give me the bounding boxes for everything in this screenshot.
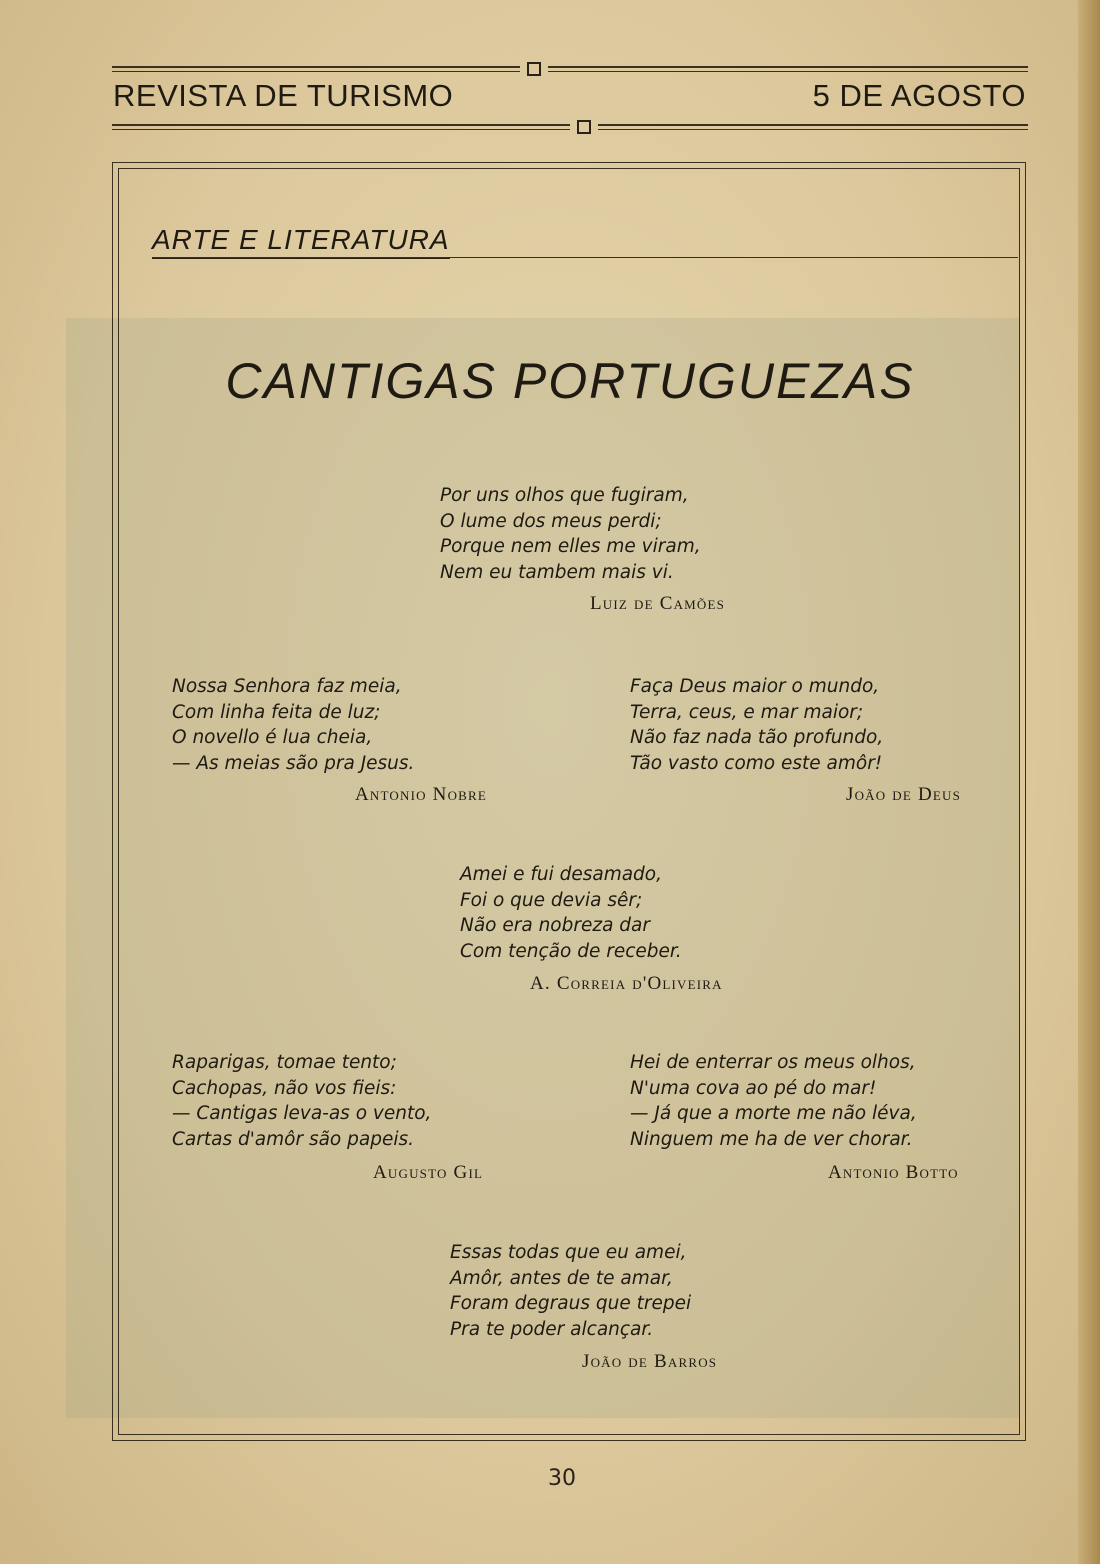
header-rule-top-left [112,66,520,72]
poem-author: A. Correia d'Oliveira [530,973,723,994]
poem-author: João de Barros [582,1351,718,1372]
poem-line: — As meias são pra Jesus. [172,752,415,774]
poem-line: — Já que a morte me não léva, [630,1103,917,1124]
poem-line: N'uma cova ao pé do mar! [630,1077,877,1099]
poem-line: Nossa Senhora faz meia, [172,676,402,697]
poem-line: Essas todas que eu amei, [450,1242,687,1263]
poem-line: Faça Deus maior o mundo, [630,676,880,697]
poem-line: Ninguem me ha de ver chorar. [630,1128,913,1150]
header-rule-bottom-right [598,124,1028,130]
poem-line: O novello é lua cheia, [172,727,373,748]
poem-joao-de-barros [450,1240,691,1342]
poem-line: Raparigas, tomae tento; [172,1052,397,1073]
square-ornament-icon [577,120,591,134]
poem-line: Pra te poder alcançar. [450,1318,654,1340]
poem-line: Cartas d'amôr são papeis. [172,1128,414,1150]
poem-augusto-gil [172,1050,431,1152]
poem-line: Com linha feita de luz; [172,701,381,723]
square-ornament-icon [527,62,541,76]
poem-line: Com tenção de receber. [460,940,682,962]
poem-correia-oliveira [460,862,682,964]
poem-author: Antonio Botto [828,1162,959,1183]
poem-line: Amôr, antes de te amar, [450,1267,673,1289]
poem-nobre [172,674,414,776]
poem-author: Augusto Gil [373,1162,484,1183]
poem-camoes [440,483,701,585]
poem-line: Foi o que devia sêr; [460,889,643,911]
poem-line: Nem eu tambem mais vi. [440,561,674,583]
poem-line: Por uns olhos que fugiram, [440,485,689,506]
poem-line: Amei e fui desamado, [460,864,663,885]
poem-line: Terra, ceus, e mar maior; [630,701,864,723]
magazine-title: REVISTA DE TURISMO [113,78,454,113]
poem-line: O lume dos meus perdi; [440,510,662,532]
poem-line: Hei de enterrar os meus olhos, [630,1052,916,1073]
poem-author: Antonio Nobre [355,784,488,805]
poem-line: — Cantigas leva-as o vento, [172,1103,432,1124]
poem-line: Não era nobreza dar [460,915,650,936]
header-rule-top-right [548,66,1028,72]
poem-line: Não faz nada tão profundo, [630,727,884,748]
issue-date: 5 DE AGOSTO [812,78,1026,113]
article-title: CANTIGAS PORTUGUEZAS [225,353,915,409]
poem-author: Luiz de Camões [590,593,726,614]
page-number: 30 [548,1466,576,1491]
poem-line: Porque nem elles me viram, [440,536,701,557]
poem-antonio-botto [630,1050,917,1152]
poem-author: João de Deus [846,784,962,805]
poem-line: Tão vasto como este amôr! [630,752,883,774]
header-rule-bottom-left [112,124,570,130]
poem-line: Foram degraus que trepei [450,1293,692,1314]
section-label: ARTE E LITERATURA [152,222,450,259]
poem-line: Cachopas, não vos fieis: [172,1077,397,1099]
poem-joao-de-deus [630,674,883,776]
page-edge [1078,0,1100,1564]
